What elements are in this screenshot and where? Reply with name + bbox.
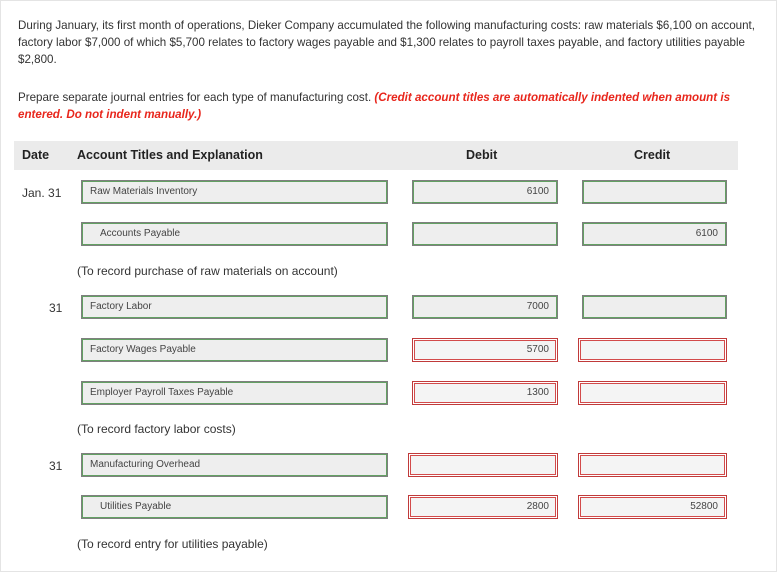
header-credit: Credit	[634, 148, 671, 162]
entry-1-row-2-debit[interactable]	[412, 222, 558, 246]
header-date: Date	[22, 148, 50, 162]
entry-3-row-2-debit[interactable]: 2800	[408, 495, 558, 519]
entry-2-row-3-account[interactable]: Employer Payroll Taxes Payable	[81, 381, 388, 405]
entry-2-date: 31	[49, 301, 63, 315]
entry-1-row-2-credit[interactable]: 6100	[582, 222, 727, 246]
entry-2-row-1-credit[interactable]	[582, 295, 727, 319]
entry-2-row-2-debit[interactable]: 5700	[412, 338, 558, 362]
entry-3-row-1-credit[interactable]	[578, 453, 727, 477]
entry-1-explanation: (To record purchase of raw materials on account)	[77, 264, 338, 278]
entry-2-row-1-debit[interactable]: 7000	[412, 295, 558, 319]
header-account: Account Titles and Explanation	[77, 148, 263, 162]
entry-3-date: 31	[49, 459, 63, 473]
entry-2-explanation: (To record factory labor costs)	[77, 422, 236, 436]
instruction-text: Prepare separate journal entries for each type of manufacturing cost.	[18, 91, 372, 104]
entry-1-row-1-account[interactable]: Raw Materials Inventory	[81, 180, 388, 204]
instructions	[18, 89, 763, 123]
entry-1-date: Jan. 31	[22, 186, 62, 200]
entry-1-row-1-credit[interactable]	[582, 180, 727, 204]
problem-statement: During January, its first month of operations, Dieker Company accumulated the following manufacturing costs: raw materials $6,100 on account, factory labor $7,000 of which $5,700 relates to factory wages payable and $1,300 relates to payroll taxes payable, and factory utilities payable $2,800.	[18, 19, 755, 66]
entry-3-row-2-credit[interactable]: 52800	[578, 495, 727, 519]
entry-3-explanation: (To record entry for utilities payable)	[77, 537, 268, 551]
entry-1-row-2-account[interactable]: Accounts Payable	[81, 222, 388, 246]
entry-3-row-2-account[interactable]: Utilities Payable	[81, 495, 388, 519]
entry-1-row-1-debit[interactable]: 6100	[412, 180, 558, 204]
entry-2-row-1-account[interactable]: Factory Labor	[81, 295, 388, 319]
entry-3-row-1-account[interactable]: Manufacturing Overhead	[81, 453, 388, 477]
instruction-note: (Credit account titles are automatically indented when amount is entered. Do not indent manually.)	[18, 91, 731, 121]
header-debit: Debit	[466, 148, 498, 162]
entry-2-row-3-credit[interactable]	[578, 381, 727, 405]
entry-2-row-2-credit[interactable]	[578, 338, 727, 362]
entry-2-row-2-account[interactable]: Factory Wages Payable	[81, 338, 388, 362]
entry-2-row-3-debit[interactable]: 1300	[412, 381, 558, 405]
entry-3-row-1-debit[interactable]	[408, 453, 558, 477]
